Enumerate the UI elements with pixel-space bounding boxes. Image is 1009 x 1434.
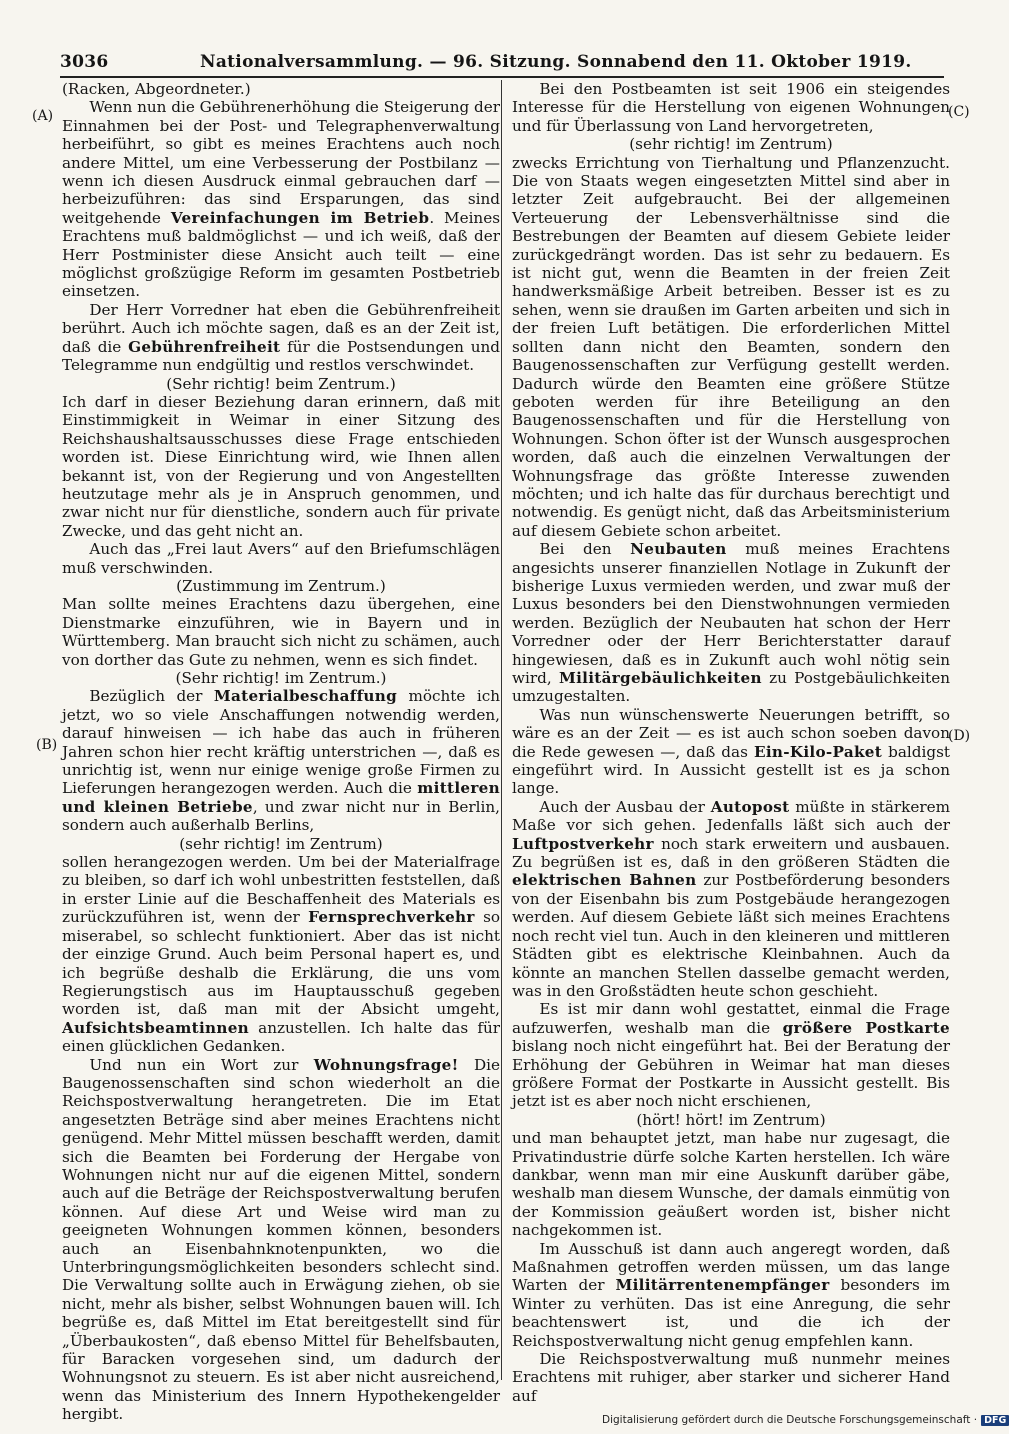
emphasis: Ein-Kilo-Paket <box>753 742 883 761</box>
interjection: (Sehr richtig! beim Zentrum.) <box>166 374 396 393</box>
speaker-attribution: (Racken, Abgeordneter.) <box>62 80 251 98</box>
emphasis: mittleren und kleinen Betriebe <box>62 779 500 816</box>
emphasis: Aufsichtsbeamtinnen <box>62 1018 250 1037</box>
emphasis: Vereinfachungen im Betrieb <box>170 208 430 227</box>
emphasis: Militärrentenempfänger <box>615 1276 830 1295</box>
paragraph: Was nun wünschenswerte Neuerungen betrifft, so wäre es an der Zeit — es ist auch schon soeben davon die Rede gewesen —, daß das Ein-Kilo-Paket baldigst eingeführt wird. In Aussicht gestellt ist es ja schon lange. <box>512 705 950 798</box>
dfg-logo: DFG <box>981 1415 1009 1426</box>
paragraph: Bezüglich der Materialbeschaffung möchte ich jetzt, wo so viele Anschaffungen notwendig werden, darauf hinweisen — ich habe das auch in früheren Jahren schon hier recht kräftig unterstrichen —, daß es unrichtig ist, wenn nur einige wenige große Firmen zu Lieferungen herangezogen werden. Auch die mittleren und kleinen Betriebe, und zwar nicht nur in Berlin, sondern auch außerhalb Berlins, <box>62 687 501 835</box>
paragraph: Wenn nun die Gebührenerhöhung die Steigerung der Einnahmen bei der Post- und Telegraphenverwaltung herbeiführt, so gibt es meines Erachtens auch noch andere Mittel, um eine Verbesserung der Postbilanz — wenn ich diesen Ausdruck einmal gebrauchen darf — herbeizuführen: das sind Ersparungen, das sind weitgehende Vereinfachungen im Betrieb. Meines Erachtens muß baldmöglichst — und ich weiß, daß der Herr Postminister diese Ansicht auch teilt — eine möglichst großzügige Reform im gesamten Postbetrieb einsetzen. <box>62 98 500 301</box>
interjection: (sehr richtig! im Zentrum) <box>179 834 383 853</box>
emphasis: Gebührenfreiheit <box>128 337 281 356</box>
page-number: 3036 <box>60 52 109 72</box>
left-column <box>62 80 501 1424</box>
digitization-credit <box>602 1414 1007 1430</box>
emphasis: Neubauten <box>630 540 727 559</box>
emphasis: Luftpostverkehr <box>512 834 654 853</box>
paragraph: Der Herr Vorredner hat eben die Gebührenfreiheit berührt. Auch ich möchte sagen, daß es an der Zeit ist, daß die Gebührenfreiheit für die Postsendungen und Telegramme nun endgültig und restlos verschwindet. <box>62 300 500 375</box>
paragraph: zwecks Errichtung von Tierhaltung und Pflanzenzucht. Die von Staats wegen eingesetzten Mittel sind aber in letzter Zeit aufgebraucht. Bei der allgemeinen Verteuerung der Lebensverhältnisse sind die Bestrebungen der Beamten auf diesem Gebiete leider zurückgedrängt worden. Das ist sehr zu bedauern. Es ist nicht gut, wenn die Beamten in der freien Zeit handwerksmäßige Arbeit betreiben. Besser ist es zu sehen, wenn sie draußen im Garten arbeiten und sich in der freien Luft betätigen. Die erforderlichen Mittel sollten dann nicht den Beamten, sondern den Baugenossenschaften zur Verfügung gestellt werden. Dadurch würde den Beamten eine größere Stütze geboten werden für ihre Beteiligung an den Baugenossenschaften und für die Herstellung von Wohnungen. Schon öfter ist der Wunsch ausgesprochen worden, daß auch die einzelnen Verwaltungen der Wohnungsfrage das größte Interesse zuwenden möchten; und ich halte das für durchaus berechtigt und notwendig. Es genügt nicht, daß das Arbeitsministerium auf diesem Gebiete schon arbeitet. <box>512 153 950 540</box>
credit-text: Digitalisierung gefördert durch die Deutsche Forschungsgemeinschaft · <box>602 1414 978 1426</box>
interjection: (hört! hört! im Zentrum) <box>636 1110 826 1129</box>
emphasis: elektrischen Bahnen <box>512 871 697 890</box>
paragraph: sollen herangezogen werden. Um bei der Materialfrage zu bleiben, so darf ich wohl unbestritten feststellen, daß in erster Linie auf die Beschaffenheit des Materials es zurückzuführen ist, wenn der Fernsprechverkehr so miserabel, so schlecht funktioniert. Aber das ist nicht der einzige Grund. Auch beim Personal hapert es, und ich begrüße deshalb die Erklärung, die uns vom Regierungstisch aus im Hauptausschuß gegeben worden ist, daß man mit der Absicht umgeht, Aufsichtsbeamtinnen anzustellen. Ich halte das für einen glücklichen Gedanken. <box>62 853 501 1056</box>
interjection: (Zustimmung im Zentrum.) <box>176 576 386 595</box>
paragraph: Auch das „Frei laut Avers“ auf den Briefumschlägen muß verschwinden. <box>62 540 500 577</box>
emphasis: Fernsprechverkehr <box>308 908 475 927</box>
page-header <box>60 50 944 78</box>
emphasis: größere Postkarte <box>782 1018 950 1037</box>
paragraph: und man behauptet jetzt, man habe nur zugesagt, die Privatindustrie dürfe solche Karten herstellen. Ich wäre dankbar, wenn man mir eine Auskunft darüber gäbe, weshalb man diesem Wunsche, der damals einmütig von der Kommission geäußert worden ist, bisher nicht nachgekommen ist. <box>512 1129 950 1240</box>
page-title: Nationalversammlung. — 96. Sitzung. Sonnabend den 11. Oktober 1919. <box>200 52 912 72</box>
paragraph: Ich darf in dieser Beziehung daran erinnern, daß mit Einstimmigkeit in Weimar in einer Sitzung des Reichshaushaltsausschusses diese Frage entschieden worden ist. Diese Einrichtung wird, wie Ihnen allen bekannt ist, von der Regierung und von Angestellten heutzutage mehr als je in Anspruch genommen, und zwar nicht nur für dienstliche, sondern auch für private Zwecke, und das geht nicht an. <box>62 392 500 540</box>
margin-marker-d: (D) <box>948 728 971 744</box>
interjection: (Sehr richtig! im Zentrum.) <box>175 669 387 687</box>
paragraph: Es ist mir dann wohl gestattet, einmal die Frage aufzuwerfen, weshalb man die größere Postkarte bislang noch nicht eingeführt hat. Bei der Beratung der Erhöhung der Gebühren in Weimar hat man dieses größere Format der Postkarte in Aussicht gestellt. Bis jetzt ist es aber noch nicht erschienen, <box>512 1000 950 1111</box>
margin-marker-c: (C) <box>948 104 970 120</box>
paragraph: Und nun ein Wort zur Wohnungsfrage! Die Baugenossenschaften sind schon wiederholt an die Reichspostverwaltung herangetreten. Die im Etat angesetzten Beträge sind aber meines Erachtens nicht genügend. Mehr Mittel müssen beschafft werden, damit sich die Beamten bei Forderung der Hergabe von Wohnungen nicht nur auf die eigenen Mittel, sondern auch auf die Beträge der Reichspostverwaltung berufen können. Auf diese Art und Weise wird man zu geeigneten Wohnungen kommen können, besonders auch an Eisenbahnknotenpunkten, wo die Unterbringungsmöglichkeiten besonders schlecht sind. Die Verwaltung sollte auch in Erwägung ziehen, ob sie nicht, mehr als bisher, selbst Wohnungen bauen will. Ich begrüße es, daß Mittel im Etat bereitgestellt sind für „Überbaukosten“, daß ebenso Mittel für Behelfsbauten, für Baracken vorgesehen sind, um dadurch der Wohnungsnot zu steuern. Es ist aber nicht ausreichend, wenn das Ministerium des Innern Hypothekengelder hergibt. <box>62 1055 500 1424</box>
emphasis: Materialbeschaffung <box>213 687 398 706</box>
margin-marker-a: (A) <box>32 108 54 124</box>
emphasis: Autopost <box>710 797 790 816</box>
emphasis: Wohnungsfrage! <box>313 1055 459 1074</box>
paragraph: Im Ausschuß ist dann auch angeregt worden, daß Maßnahmen getroffen werden müssen, um das lange Warten der Militärrentenempfänger besonders im Winter zu verhüten. Das ist eine Anregung, die sehr beachtenswert ist, und die ich der Reichspostverwaltung nicht genug empfehlen kann. <box>512 1239 950 1350</box>
emphasis: Militärgebäulichkeiten <box>558 669 762 687</box>
interjection: (sehr richtig! im Zentrum) <box>629 135 833 154</box>
margin-marker-b: (B) <box>36 737 58 753</box>
right-column <box>512 80 951 1405</box>
paragraph: Bei den Postbeamten ist seit 1906 ein steigendes Interesse für die Herstellung von eigenen Wohnungen und für Überlassung von Land hervorgetreten, <box>512 80 950 135</box>
paragraph: Man sollte meines Erachtens dazu übergehen, eine Dienstmarke einzuführen, wie in Bayern und in Württemberg. Man braucht sich nicht zu schämen, auch von dorther das Gute zu nehmen, wenn es sich findet. <box>62 595 500 669</box>
paragraph: Bei den Neubauten muß meines Erachtens angesichts unserer finanziellen Notlage in Zukunft der bisherige Luxus vermieden werden, und zwar muß der Luxus besonders bei den Dienstwohnungen vermieden werden. Bezüglich der Neubauten hat schon der Herr Vorredner oder der Herr Berichterstatter darauf hingewiesen, daß es in Zukunft auch wohl nötig sein wird, Militärgebäulichkeiten zu Postgebäulichkeiten umzugestalten. <box>512 540 950 706</box>
column-divider <box>501 80 502 1380</box>
paragraph: Auch der Ausbau der Autopost müßte in stärkerem Maße vor sich gehen. Jedenfalls läßt sich auch der Luftpostverkehr noch stark erweitern und ausbauen. Zu begrüßen ist es, daß in den größeren Städten die elektrischen Bahnen zur Postbeförderung besonders von der Eisenbahn bis zum Postgebäude herangezogen werden. Auf diesem Gebiete läßt sich meines Erachtens noch recht viel tun. Auch in den kleineren und mittleren Städten gibt es elektrische Kleinbahnen. Auch da könnte an manchen Stellen dasselbe gemacht werden, was in den Großstädten heute schon geschieht. <box>512 797 951 1000</box>
paragraph: Die Reichspostverwaltung muß nunmehr meines Erachtens mit ruhiger, aber starker und sicherer Hand auf <box>512 1350 950 1405</box>
